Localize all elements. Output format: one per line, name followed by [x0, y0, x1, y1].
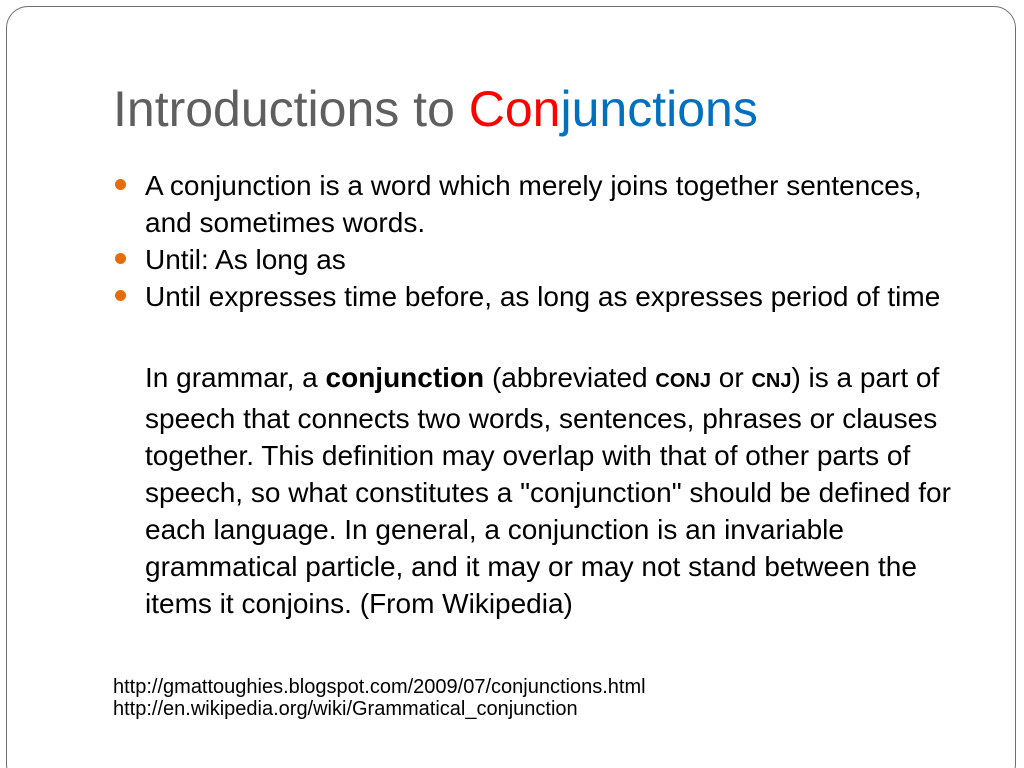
source-links — [113, 676, 793, 720]
source-link[interactable]: http://gmattoughies.blogspot.com/2009/07/conjunctions.html — [113, 676, 646, 698]
para-mid-1: (abbreviated — [484, 362, 656, 393]
definition-paragraph — [145, 359, 975, 622]
bullet-text: Until: As long as — [145, 244, 346, 275]
slide-body — [145, 167, 975, 622]
source-link[interactable]: http://en.wikipedia.org/wiki/Grammatical_conjunction — [113, 698, 578, 720]
bullet-dot-icon — [115, 253, 126, 264]
para-rest: ) is a part of speech that connects two words, sentences, phrases or clauses together. This definition may overlap with that of other parts of speech, so what constitutes a "conjunction" should be defined for each language. In general, a conjunction is an invariable grammatical particle, and it may or may not stand between the items it conjoins. (From Wikipedia) — [145, 362, 951, 619]
bullet-item — [145, 241, 975, 278]
bullet-item — [145, 278, 975, 315]
bullet-dot-icon — [115, 290, 126, 301]
para-term: conjunction — [325, 362, 485, 393]
para-mid-2: or — [710, 362, 752, 393]
para-abbr-2: CNJ — [751, 370, 792, 392]
para-abbr-1: CONJ — [655, 370, 711, 392]
bullet-dot-icon — [115, 179, 126, 190]
slide-title — [113, 82, 758, 137]
bullet-item — [145, 167, 975, 241]
title-part-3: junctions — [560, 81, 758, 137]
title-part-2: Con — [468, 81, 561, 137]
title-part-1: Introductions to — [113, 81, 469, 137]
bullet-text: A conjunction is a word which merely joins together sentences, and sometimes words. — [145, 170, 922, 238]
bullet-text: Until expresses time before, as long as expresses period of time — [145, 281, 941, 312]
para-prefix: In grammar, a — [145, 362, 326, 393]
